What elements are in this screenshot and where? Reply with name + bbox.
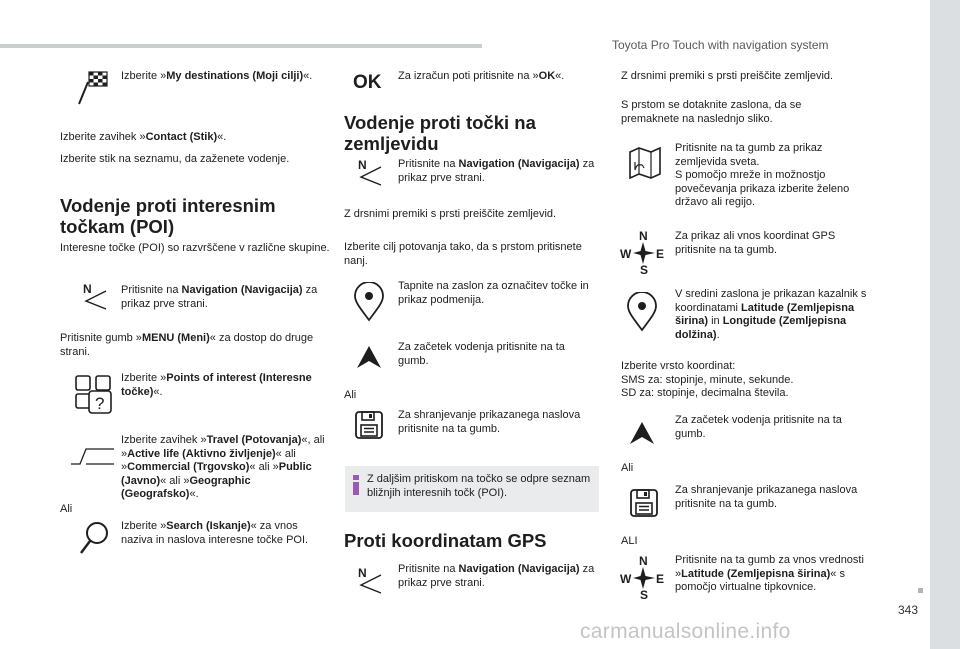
poi-select-text: Izberite »Points of interest (Interesne točke)«. [121, 372, 312, 398]
svg-text:N: N [358, 566, 367, 580]
svg-text:E: E [656, 572, 665, 586]
svg-text:W: W [620, 247, 632, 261]
svg-text:N: N [83, 282, 92, 296]
ok-icon [353, 70, 385, 92]
save-icon [629, 488, 659, 518]
search-text: Izberite »Search (Iskanje)« za vnos naziva in naslova interesne točke POI. [121, 520, 309, 546]
or-label-2: ALI [621, 535, 638, 547]
enter-latitude-text: Pritisnite na ta gumb za vnos vrednosti »Latitude (Zemljepisna širina)« s pomočjo virtualne tipkovnice. [675, 554, 864, 593]
touch-screen-text: S prstom se dotaknite zaslona, da se premaknete na naslednjo sliko. [621, 99, 802, 125]
map-point-heading: Vodenje proti točki na zemljevidu [344, 112, 536, 154]
save-address-text-2: Za shranjevanje prikazanega naslova pritisnite na ta gumb. [675, 484, 858, 510]
location-pin-icon [352, 282, 386, 322]
menu-press-text: Pritisnite gumb »MENU (Meni)« za dostop do druge strani. [60, 332, 314, 358]
or-label: Ali [344, 389, 357, 401]
svg-text:N: N [358, 158, 367, 172]
svg-text:S: S [640, 588, 649, 601]
start-navigation-text: Za začetek vodenja pritisnite na ta gumb. [398, 341, 565, 367]
svg-text:OK: OK [353, 72, 382, 92]
gps-compass-icon [620, 228, 666, 276]
page-side-tab [930, 0, 960, 649]
info-note-box [345, 466, 599, 512]
world-map-text: Pritisnite na ta gumb za prikaz zemljevida sveta. S pomočjo mreže in možnostjo povečevanja prikaza izberite želeno državo ali regijo. [675, 142, 850, 208]
or-label: Ali [60, 503, 73, 515]
svg-text:N: N [639, 554, 648, 568]
svg-text:S: S [640, 263, 649, 276]
save-address-text: Za shranjevanje prikazanega naslova pritisnite na ta gumb. [398, 409, 581, 435]
tab-icon [70, 446, 116, 466]
save-icon [354, 410, 384, 440]
search-icon [78, 520, 110, 556]
world-map-icon [628, 146, 662, 180]
coordinate-marker-text: V sredini zaslona je prikazan kazalnik s koordinatami Latitude (Zemljepisna širina) in Longitude (Zemljepisna dolžina). [675, 288, 867, 341]
navigation-icon [357, 566, 383, 594]
page-header-title: Toyota Pro Touch with navigation system [612, 38, 829, 52]
contact-tab-text: Izberite zavihek »Contact (Stik)«. [60, 131, 227, 143]
select-destination-text: Izberite cilj potovanja tako, da s prstom pritisnete nanj. [344, 241, 582, 267]
nav-press-text-gps: Pritisnite na Navigation (Navigacija) za prikaz prve strani. [398, 563, 595, 589]
start-navigation-icon [628, 420, 656, 446]
nav-press-text: Pritisnite na Navigation (Navigacija) za prikaz prve strani. [398, 158, 595, 184]
gps-compass-icon [620, 553, 666, 601]
coordinate-type-text: Izberite vrsto koordinat: SMS za: stopinje, minute, sekunde. SD za: stopinje, decimalna števila. [621, 360, 794, 399]
svg-text:?: ? [95, 394, 105, 413]
svg-text:N: N [639, 229, 648, 243]
start-navigation-icon [355, 344, 383, 370]
poi-intro-text: Interesne točke (POI) so razvrščene v različne skupine. [60, 242, 330, 254]
continuation-marker [918, 588, 923, 593]
info-icon [350, 474, 362, 496]
header-rule [0, 44, 482, 48]
tap-marker-text: Tapnite na zaslon za označitev točke in prikaz podmenija. [398, 280, 589, 306]
swipe-map-text-2: Z drsnimi premiki s prsti preiščite zemljevid. [621, 70, 834, 82]
my-destinations-text: Izberite »My destinations (Moji cilji)«. [121, 70, 313, 82]
info-note-text: Z daljšim pritiskom na točko se odpre seznam bližnjih interesnih točk (POI). [367, 473, 591, 499]
watermark: carmanualsonline.info [580, 620, 791, 643]
svg-text:E: E [656, 247, 665, 261]
navigation-icon [82, 282, 108, 310]
contact-select-text: Izberite stik na seznamu, da zaženete vodenje. [60, 153, 290, 165]
svg-text:W: W [620, 572, 632, 586]
gps-button-text: Za prikaz ali vnos koordinat GPS pritisnite na ta gumb. [675, 230, 836, 256]
nav-press-text: Pritisnite na Navigation (Navigacija) za prikaz prve strani. [121, 284, 318, 310]
location-pin-icon [625, 292, 659, 332]
start-navigation-text-2: Za začetek vodenja pritisnite na ta gumb. [675, 414, 842, 440]
travel-tabs-text: Izberite zavihek »Travel (Potovanja)«, ali »Active life (Aktivno življenje)« ali »Commercial (Trgovsko)« ali »Public (Javno)« ali »Geographic (Geografsko)«. [121, 434, 325, 500]
navigation-icon [357, 158, 383, 186]
poi-category-icon [74, 374, 114, 414]
gps-heading: Proti koordinatam GPS [344, 530, 547, 551]
ok-text: Za izračun poti pritisnite na »OK«. [398, 70, 565, 82]
page-number: 343 [898, 603, 919, 617]
swipe-map-text: Z drsnimi premiki s prsti preiščite zemljevid. [344, 208, 557, 220]
or-label: Ali [621, 462, 634, 474]
flag-pin-icon [74, 70, 110, 106]
poi-heading: Vodenje proti interesnim točkam (POI) [60, 195, 276, 237]
